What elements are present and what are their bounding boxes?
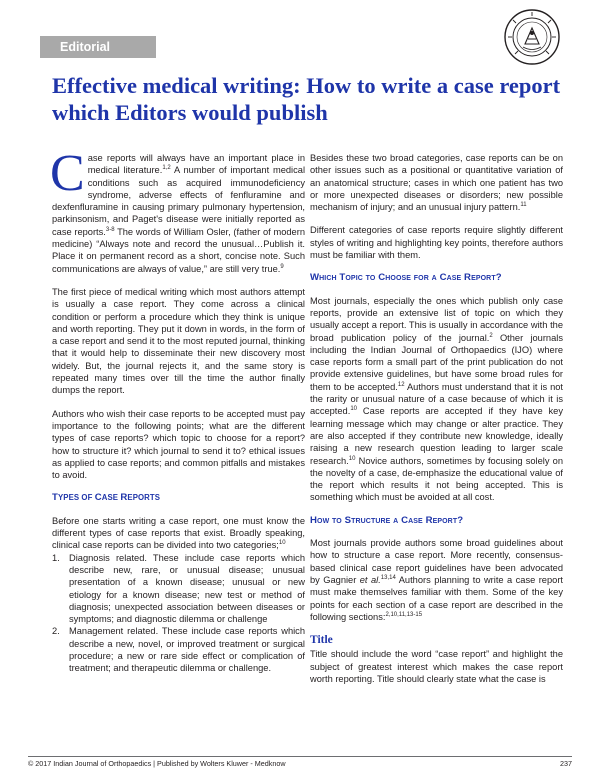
left-column — [50, 145, 306, 675]
list-number: 2. — [52, 626, 60, 637]
citation: 2 — [489, 332, 493, 339]
body-paragraph — [310, 537, 563, 623]
heading-smallcaps: EPORTS — [127, 493, 161, 503]
drop-cap: C — [50, 145, 85, 202]
citation: 10 — [348, 455, 356, 462]
para-text: Authors planning to write a case report must make themselves familiar with them. Some of the key points for each section of a case report are described in the following sections: — [310, 574, 563, 622]
para-text: Authors must understand that it is not the rarity or unusual nature of a case because of which it is accepted. — [310, 381, 563, 417]
citation: 10 — [350, 406, 358, 413]
para-text: Besides these two broad categories, case reports can be on other issues such as a positional or quantitative variation of an anatomical structure; cases in which one patient has two or more unexpected diseases or disorders; new possible mechanism of injury; and an unusual injury pattern. — [310, 153, 563, 213]
body-paragraph — [310, 152, 563, 213]
subheading-title: Title — [310, 634, 333, 647]
body-paragraph — [310, 295, 563, 504]
citation: 13,14 — [380, 574, 396, 581]
intro-paragraph — [50, 145, 306, 275]
heading-smallcaps: YPES OF — [57, 493, 95, 503]
para-text: Before one starts writing a case report, one must know the different types of case reports that exist. Broadly speaking, clinical case reports can be divided into two categories; — [52, 515, 305, 551]
body-paragraph: Title should include the word “case report” and highlight the subject of greatest interest which makes the case report worth reporting. Title should clearly state what the case is — [310, 649, 563, 684]
footer-divider — [28, 756, 572, 757]
et-al-italic: et al. — [359, 574, 381, 585]
footer-copyright: © 2017 Indian Journal of Orthopaedics | Published by Wolters Kluwer - Medknow — [28, 759, 286, 768]
intro-text-b: A number of important medical conditions such as acquired immunodeficiency syndrome, adverse effects of fenfluramine and dexfenfluramine in causing primary pulmonary hypertension, parkinsonism, and Paget's disease were initially reported as case reports. — [52, 165, 306, 237]
intro-text-c: The words of William Osler, (father of modern medicine) “Always note and record the unusual…Publish it. Place it on permanent record as a short, concise note. Such communications are always of value,” are still very true. — [52, 226, 305, 274]
citation: 2,10,11,13-15 — [385, 611, 423, 618]
para-text: Novice authors, sometimes by focusing solely on the novelty of a case, de-emphasize the educational value of the report which results it not being accepted. This is something which must be avoided at all cost. — [310, 455, 563, 503]
list-item — [52, 625, 305, 674]
heading-smallcaps: ASE — [101, 493, 121, 503]
right-column — [310, 152, 563, 696]
body-paragraph — [52, 515, 305, 552]
list-item — [52, 552, 305, 626]
heading-letter: C — [94, 492, 102, 504]
list-text: Diagnosis related. These include case reports which describe new, rare, or unusual disease; unusual presentation of a known disease; unusual or new etiology for a known disease; new test or method of diagnosis; unexpected association between diseases or symptoms; and diagnostic dilemma or challenge — [69, 552, 305, 625]
citation: 1,2 — [162, 165, 171, 172]
para-text: Other journals including the Indian Journal of Orthopaedics (IJO) where case reports form a small part of the print publication do not provide extensive guidelines, but have some broad rules for them to be accepted. — [310, 332, 563, 392]
list-number: 1. — [52, 552, 60, 563]
body-paragraph: Different categories of case reports require slightly different styles of writing and highlighting key points, therefore authors must be familiar with them. — [310, 225, 563, 261]
page-number: 237 — [560, 759, 572, 768]
citation: 10 — [278, 540, 286, 547]
heading-letter: R — [120, 492, 128, 504]
case-type-list — [52, 552, 305, 675]
section-tag: Editorial — [40, 36, 156, 58]
article-title: Effective medical writing: How to write a case report which Editors would publish — [52, 73, 561, 125]
body-paragraph: The first piece of medical writing which most authors attempt is usually a case report. They come across a clinical condition or perform a procedure which they think is unique and worth reporting. They put it down in words, in the form of a case report and send it to the most reputed journal, thinking that it would help to disseminate their new discovery most widely. But, the journal rejects it, and the same story is repeated many times over till the time the author finally dumps the report. — [52, 286, 305, 396]
citation: 12 — [397, 381, 405, 388]
citation: 3-8 — [105, 226, 115, 233]
section-heading-types — [52, 492, 305, 504]
citation: 9 — [280, 263, 284, 270]
section-heading-structure: How to Structure a Case Report? — [310, 514, 464, 526]
para-text: Case reports are accepted if they have key learning message which may change or alter practice. They are also accepted if they contribute new knowledge, ideally raising a new research question leading to larger scale research. — [310, 406, 563, 466]
journal-seal-logo — [503, 8, 561, 66]
intro-text-a: ase reports will always have an important place in medical literature. — [87, 153, 305, 176]
citation: 11 — [520, 202, 527, 209]
body-paragraph: Authors who wish their case reports to be accepted must pay importance to the following points; what are the different types of case reports? which topic to choose for a report? how to structure it? which journal to send it to? ethical issues as applied to case reports; and common pitfalls and mistakes to avoid. — [52, 408, 305, 481]
heading-letter: T — [52, 492, 58, 504]
para-text: Most journals provide authors some broad guidelines about how to structure a case report. More recently, consensus-based clinical case report guidelines have been advocated by Gagnier — [310, 538, 563, 585]
para-text: Most journals, especially the ones which publish only case reports, provide an extensive list of topic on which they usually accept a report. This is usually in accordance with the broad publication policy of the journal. — [310, 295, 563, 343]
section-heading-topic: Which Topic to Choose for a Case Report? — [310, 272, 502, 284]
list-text: Management related. These include case reports which describe a new, novel, or improved treatment or surgical procedure; a new or rare side effect or complication of treatment; and therapeutic dilemma or challenge. — [69, 626, 305, 674]
